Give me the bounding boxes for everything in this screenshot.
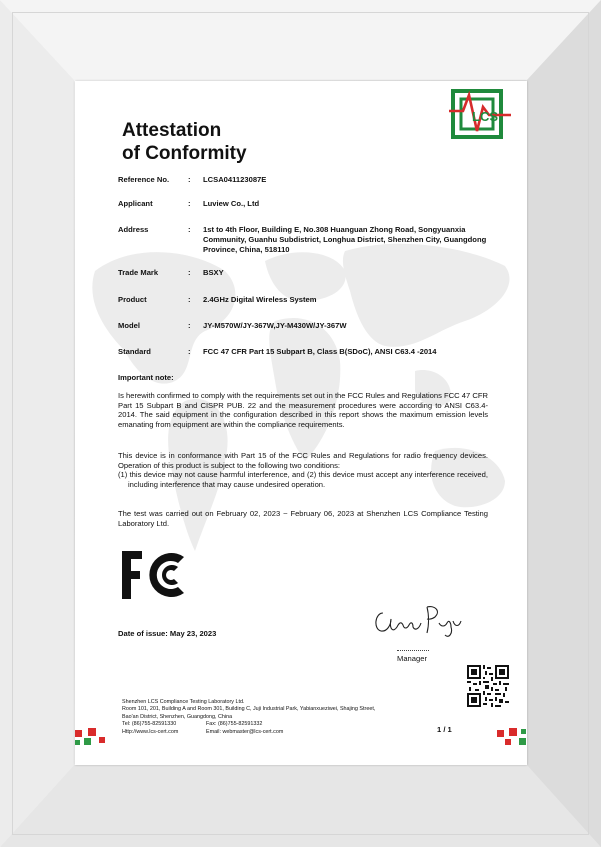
footer-tel: Tel: (86)755-82591330 — [122, 721, 177, 728]
footer-web-row — [122, 729, 442, 736]
svg-text:LCS: LCS — [472, 109, 498, 124]
signature-image — [369, 599, 465, 643]
footer-email: Email: webmaster@lcs-cert.com — [206, 728, 284, 735]
footer-contact-block — [122, 699, 442, 736]
certificate-paper: LCS Attestation of Conformity Reference No. : LCSA041123087E Applicant : Luview Co., Ltd Address : 1st to 4th Floor, Building E, No.308 Huanguan Zhong Road, Songyuanxia Community, Guanhu Subdistrict, Longhua District, Shenzhen City, Guangdong Province, China, 518110 Trade Mark : BSXY Product : 2.4GHz Digital Wireless System Model : JY-M570W/JY-367W,JY-M430W/JY-367W Standard : FCC 47 CFR Part 15 Subpart B, Class B(SDoC), ANSI C63.4 -2014 Important note: Is herewith confirmed to comply with the requirements set out in the FCC Rules and Regulations FCC 47 CFR Part 15 Subpart B and CISPR PUB. 22 and the measurement procedures were according to ANSI C63.4-2014. The said equipment in the configuration described in this report shows the maximum emission levels emanating from equipment are within the compliance requirements. This device is in conformance with Part 15 of the FCC Rules and Regulations for radio frequency devices. Operation of this product is subject to the following two conditions: (1) this device may not cause harmful interference, and (2) this device must accept any interference received, including interference that may cause undesired operation. The test was carried out on February 02, 2023 ~ February 06, 2023 at Shenzhen LCS Compliance Testing Laboratory Ltd. Date of issue: May 23, 2023 Manager Shenzhen LCS Compliance Testing Laboratory Ltd. Room 101, 201, Building A and Room 301, Building C, Juji Industrial Park, Yabianxueziwei, Shajing Street, Bao'an District, Shenzhen, Guangdong, China Tel: (86)755-82591330 Fax: (86)755-82591332 Http://www.lcs-cert.com Email: webmaster@lcs-cert.com 1 / 1 — [75, 81, 527, 765]
footer-phone-row — [122, 721, 442, 728]
note-paragraph-2: This device is in conformance with Part 15 of the FCC Rules and Regulations for radio frequency devices. Operation of this product is subject to the following two conditions: (1) this device may not cause harmful interference, and (2) this device must accept any interference received, including interference that may cause undesired operation. — [118, 451, 488, 489]
page-title — [122, 119, 247, 165]
note-paragraph-3: The test was carried out on February 02, 2023 ~ February 06, 2023 at Shenzhen LCS Compliance Testing Laboratory Ltd. — [118, 509, 488, 528]
page-number: 1 / 1 — [437, 725, 452, 734]
footer-company: Shenzhen LCS Compliance Testing Laboratory Ltd. — [122, 699, 245, 705]
footer-fax: Fax: (86)755-82591332 — [206, 721, 263, 728]
qr-code-icon — [467, 665, 509, 707]
footer-address-line-1: Room 101, 201, Building A and Room 301, Building C, Juji Industrial Park, Yabianxueziwei, Shajing Street, — [122, 706, 376, 713]
manager-label: Manager — [397, 654, 427, 663]
signature-line — [397, 650, 429, 651]
title-line-1: Attestation — [122, 120, 222, 141]
note-paragraph-1: Is herewith confirmed to comply with the requirements set out in the FCC Rules and Regulations FCC 47 CFR Part 15 Subpart B and CISPR PUB. 22 and the measurement procedures were according to ANSI C63.4-2014. The said equipment in the configuration described in this report shows the maximum emission levels emanating from equipment are within the compliance requirements. — [118, 391, 488, 429]
fcc-logo-icon — [120, 549, 190, 601]
important-note-title: Important note: — [118, 373, 174, 382]
footer-address-line-2: Bao'an District, Shenzhen, Guangdong, China — [122, 713, 233, 720]
decorative-squares-right — [487, 726, 527, 748]
footer-web: Http://www.lcs-cert.com — [122, 728, 179, 735]
date-of-issue: Date of issue: May 23, 2023 — [118, 629, 217, 638]
decorative-squares-left — [75, 726, 115, 748]
lcs-logo-icon — [449, 87, 511, 141]
title-line-2: of Conformity — [122, 143, 247, 164]
